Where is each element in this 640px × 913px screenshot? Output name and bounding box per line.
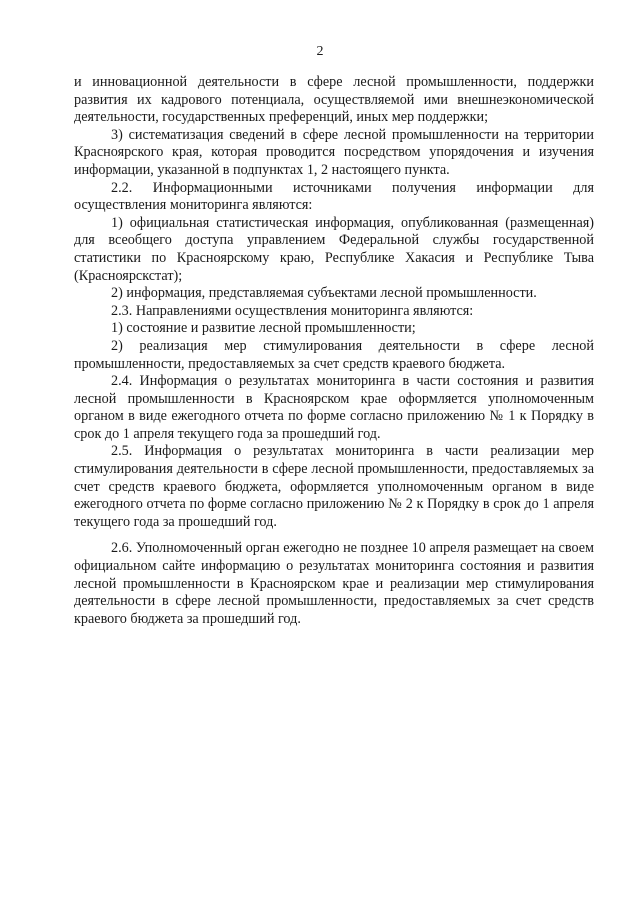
- page-number: 2: [316, 44, 324, 59]
- paragraph: 1) официальная статистическая информация, опубликованная (размещенная) для всеобщего доступа управлением Федеральной службы государственной статистики по Красноярскому краю, Республике Хакасия и Республике Тыва (Красноярскстат);: [74, 214, 594, 284]
- paragraph: 2.4. Информация о результатах мониторинга в части состояния и развития лесной промышленности в Красноярском крае оформляется уполномоченным органом в виде ежегодного отчета по форме согласно приложению № 1 к Порядку в срок до 1 апреля текущего года за прошедший год.: [74, 373, 594, 442]
- paragraph: 1) состояние и развитие лесной промышленности;: [111, 320, 416, 337]
- paragraph: 2) информация, представляемая субъектами лесной промышленности.: [111, 285, 537, 302]
- paragraph: 2.6. Уполномоченный орган ежегодно не позднее 10 апреля размещает на своем официальном сайте информацию о результатах мониторинга состояния и развития лесной промышленности в Красноярском крае и реализации мер стимулирования деятельности в сфере лесной промышленности, предоставляемых за счет средств краевого бюджета за прошедший год.: [74, 540, 594, 627]
- paragraph-spacer: [74, 531, 594, 540]
- paragraph: 2.3. Направлениями осуществления мониторинга являются:: [111, 302, 474, 319]
- document-body: [74, 74, 594, 628]
- paragraph: 2.2. Информационными источниками получения информации для осуществления мониторинга являются:: [74, 179, 594, 214]
- paragraph: и инновационной деятельности в сфере лесной промышленности, поддержки развития их кадрового потенциала, осуществляемой ими внешнеэкономической деятельности, государственных преференций, иных мер поддержки;: [74, 74, 594, 126]
- paragraph: 2) реализация мер стимулирования деятельности в сфере лесной промышленности, предоставляемых за счет средств краевого бюджета.: [74, 337, 594, 372]
- paragraph: 2.5. Информация о результатах мониторинга в части реализации мер стимулирования деятельности в сфере лесной промышленности, предоставляемых за счет средств краевого бюджета, оформляется уполномоченным органом в виде ежегодного отчета по форме согласно приложению № 2 к Порядку в срок до 1 апреля текущего года за прошедший год.: [74, 443, 594, 530]
- paragraph: 3) систематизация сведений в сфере лесной промышленности на территории Красноярского края, которая проводится посредством упорядочения и изучения информации, указанной в подпунктах 1, 2 настоящего пункта.: [74, 126, 594, 178]
